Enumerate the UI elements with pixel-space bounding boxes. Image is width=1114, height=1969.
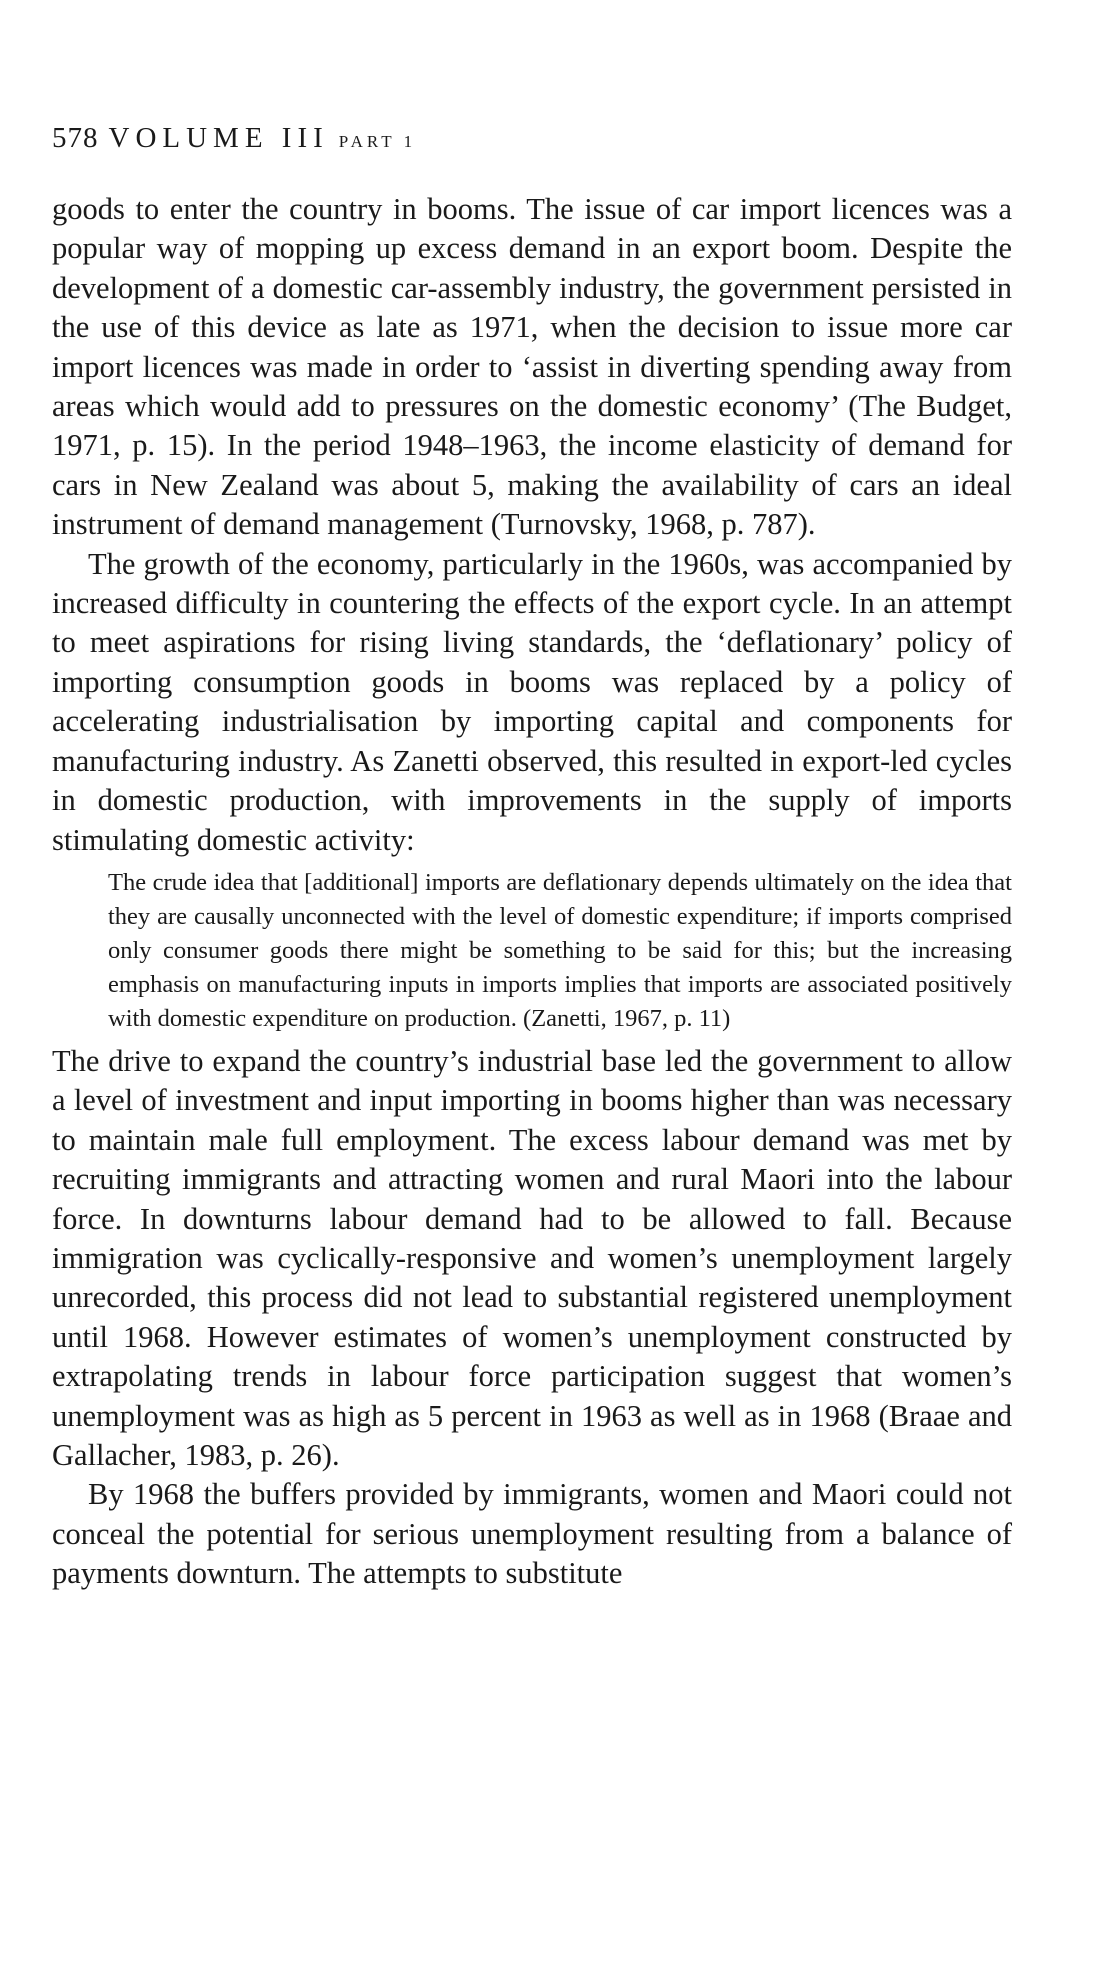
body-text xyxy=(52,190,1012,1594)
volume-label: VOLUME III xyxy=(108,122,329,154)
part-label: PART 1 xyxy=(338,132,417,151)
block-quote-zanetti: The crude idea that [additional] imports are deflationary depends ultimately on the idea that they are causally unconnected with the level of domestic expenditure; if imports comprised only consumer goods there might be something to be said for this; but the increasing emphasis on manufacturing inputs in imports implies that imports are associated positively with domestic expenditure on production. (Zanetti, 1967, p. 11) xyxy=(108,868,1012,1032)
paragraph-economic-growth: The growth of the economy, particularly in the 1960s, was accompanied by increased difficulty in countering the effects of the export cycle. In an attempt to meet aspirations for rising living standards, the ‘deflationary’ policy of importing consumption goods in booms was replaced by a policy of accelerating industrialisation by importing capital and components for manufacturing industry. As Zanetti observed, this resulted in export-led cycles in domestic production, with improvements in the supply of imports stimulating domestic activity: xyxy=(52,546,1012,857)
page-number: 578 xyxy=(52,122,99,154)
paragraph-buffers-1968: By 1968 the buffers provided by immigrants, women and Maori could not conceal the potential for serious unemployment resulting from a balance of payments downturn. The attempts to substitute xyxy=(52,1477,1012,1591)
paragraph-industrial-base: The drive to expand the country’s industrial base led the government to allow a level of investment and input importing in booms higher than was necessary to maintain male full employment. The excess labour demand was met by recruiting immigrants and attracting women and rural Maori into the labour force. In downturns labour demand had to be allowed to fall. Because immigration was cyclically-responsive and women’s unemployment largely unrecorded, this process did not lead to substantial registered unemployment until 1968. However estimates of women’s unemployment constructed by extrapolating trends in labour force participation suggest that women’s unemployment was as high as 5 percent in 1963 as well as in 1968 (Braae and Gallacher, 1983, p. 26). xyxy=(52,1043,1012,1472)
paragraph-car-import-licences: goods to enter the country in booms. The issue of car import licences was a popular way of mopping up excess demand in an export boom. Despite the development of a domestic car-assembly industry, the government persisted in the use of this device as late as 1971, when the decision to issue more car import licences was made in order to ‘assist in diverting spending away from areas which would add to pressures on the domestic economy’ (The Budget, 1971, p. 15). In the period 1948–1963, the income elasticity of demand for cars in New Zealand was about 5, making the availability of cars an ideal instrument of demand management (Turnovsky, 1968, p. 787). xyxy=(52,192,1012,542)
running-head xyxy=(52,122,416,155)
